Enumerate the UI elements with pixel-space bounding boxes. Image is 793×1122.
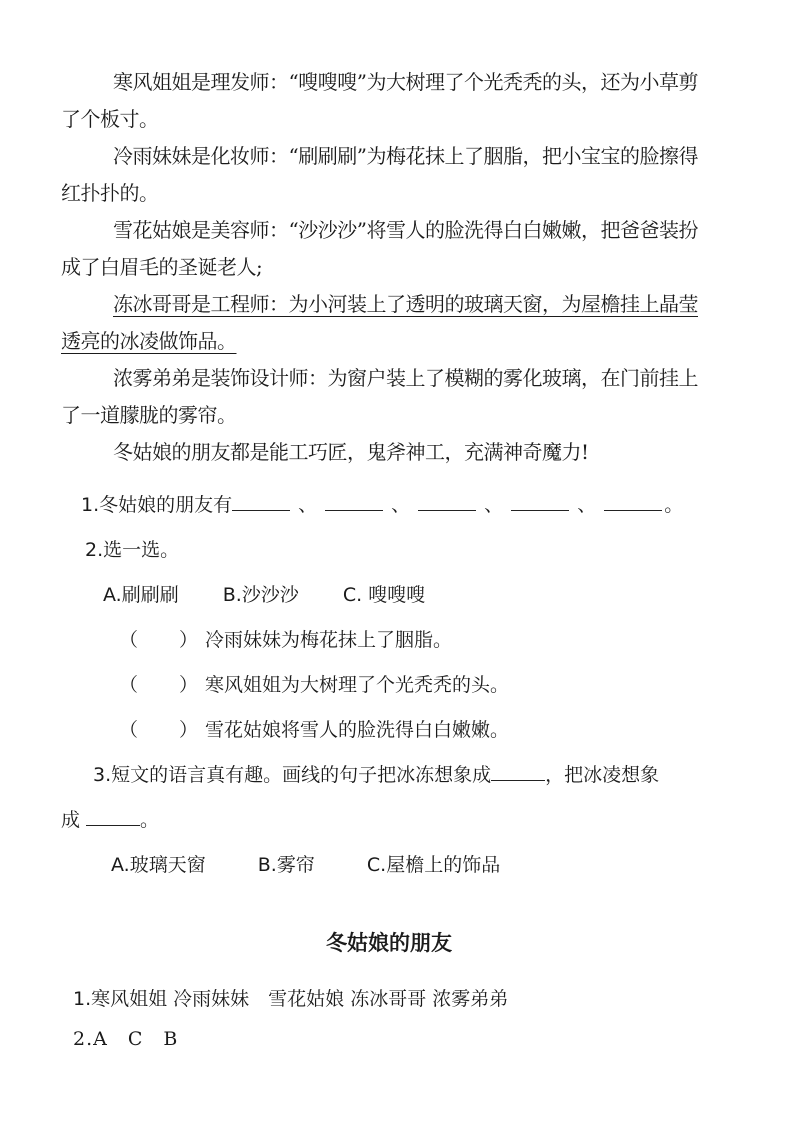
question-2-label (61, 528, 723, 573)
question-2-text: 2.选一选。 (85, 539, 180, 561)
bracket-item-3-text: 雪花姑娘将雪人的脸洗得白白嫩嫩。 (205, 719, 510, 741)
fill-blank-3 (418, 509, 476, 511)
list-separator: 、 (577, 494, 597, 516)
list-separator: 、 (484, 494, 504, 516)
list-separator: 、 (298, 494, 318, 516)
answer-line-1: 1.寒风姐姐 冷雨妹妹 雪花姑娘 冻冰哥哥 浓雾弟弟 (73, 988, 509, 1010)
question-3-part2: ，把冰凌想象 (545, 764, 660, 786)
passage-paragraph-snowflake: 雪花姑娘是美容师：“沙沙沙”将雪人的脸洗得白白嫩嫩，把爸爸装扮成了白眉毛的圣诞老人; (61, 218, 698, 279)
fill-blank-1 (232, 509, 290, 511)
option-b-sha: B.沙沙沙 (222, 584, 299, 606)
passage-paragraph-fog: 浓雾弟弟是装饰设计师：为窗户装上了模糊的雾化玻璃，在门前挂上了一道朦胧的雾帘。 (61, 366, 698, 427)
question-3-part3: 成 (61, 809, 81, 831)
option-c-sou: C. 嗖嗖嗖 (342, 584, 426, 606)
passage-paragraph-cold-rain: 冷雨妹妹是化妆师：“刷刷刷”为梅花抹上了胭脂，把小宝宝的脸擦得红扑扑的。 (61, 144, 698, 205)
question-3-line-2 (61, 798, 723, 843)
option-b-fog-curtain: B.雾帘 (257, 854, 315, 876)
answer-line-2: 2.A C B (73, 1028, 179, 1050)
question-1 (61, 483, 723, 528)
option-a-shua: A.刷刷刷 (103, 584, 179, 606)
passage-paragraph-cold-wind: 寒风姐姐是理发师：“嗖嗖嗖”为大树理了个光秃秃的头，还为小草剪了个板寸。 (61, 70, 698, 131)
question-3-part1: 3.短文的语言真有趣。画线的句子把冰冻想象成 (93, 764, 492, 786)
fill-blank-4 (511, 509, 569, 511)
question-section (0, 471, 793, 888)
question-1-period: 。 (664, 494, 684, 516)
answer-key-title: 冬姑娘的朋友 (326, 931, 452, 955)
bracket-item-2 (61, 663, 723, 708)
passage-paragraph-ice-underlined: 冻冰哥哥是工程师：为小河装上了透明的玻璃天窗，为屋檐挂上晶莹透亮的冰凌做饰品。 (61, 292, 698, 353)
answer-key-section (0, 928, 793, 1054)
reading-passage (0, 0, 793, 471)
question-1-prefix: 1.冬姑娘的朋友有 (81, 494, 233, 516)
answer-bracket: （ ） (119, 629, 200, 651)
option-c-eaves-ornament: C.屋檐上的饰品 (366, 854, 501, 876)
fill-blank-ice (491, 779, 545, 781)
bracket-item-2-text: 寒风姐姐为大树理了个光秃秃的头。 (205, 674, 510, 696)
option-a-skylight: A.玻璃天窗 (111, 854, 206, 876)
passage-paragraph-summary: 冬姑娘的朋友都是能工巧匠，鬼斧神工，充满神奇魔力! (113, 440, 589, 464)
fill-blank-2 (325, 509, 383, 511)
list-separator: 、 (391, 494, 411, 516)
question-3-options (61, 843, 723, 888)
question-3-line-1 (61, 753, 723, 798)
answer-bracket: （ ） (119, 674, 200, 696)
answer-bracket: （ ） (119, 719, 200, 741)
question-3-part4: 。 (140, 809, 160, 831)
bracket-item-1-text: 冷雨妹妹为梅花抹上了胭脂。 (205, 629, 453, 651)
bracket-item-1 (61, 618, 723, 663)
fill-blank-5 (604, 509, 662, 511)
fill-blank-icicle (86, 824, 140, 826)
bracket-item-3 (61, 708, 723, 753)
question-2-options (61, 573, 723, 618)
